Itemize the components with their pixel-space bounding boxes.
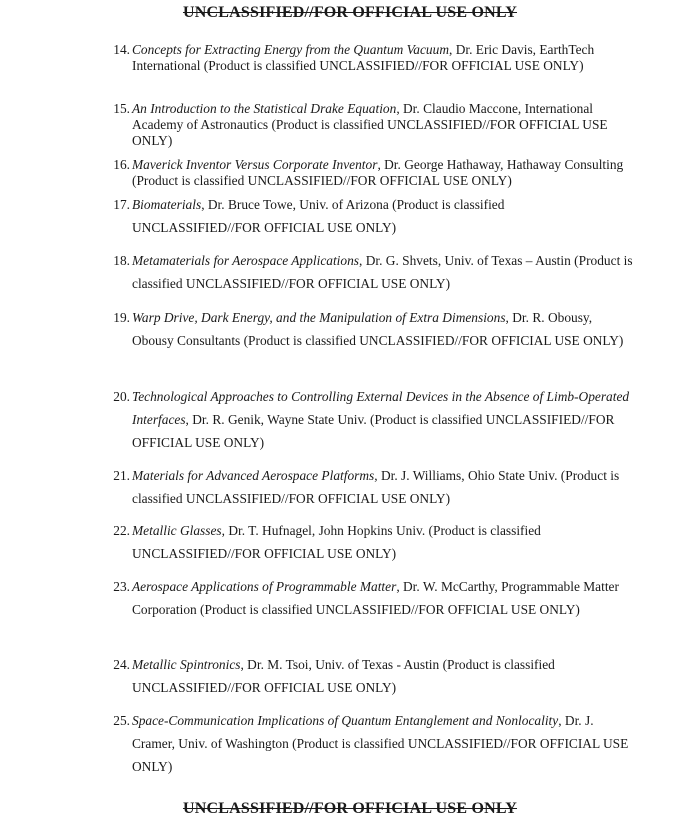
item-title: Biomaterials [132,197,202,212]
item-number: 17. [113,197,130,212]
item-title: Metamaterials for Aerospace Applications [132,253,359,268]
item-title: Maverick Inventor Versus Corporate Inventor [132,157,378,172]
item-details: , Dr. W. McCarthy, Programmable Matter Corporation (Product is classified UNCLASSIFIED//FOR OFFICIAL USE ONLY) [132,579,619,617]
item-details: , Dr. R. Genik, Wayne State Univ. (Product is classified UNCLASSIFIED//FOR OFFICIAL USE ONLY) [132,412,615,450]
item-title: Metallic Glasses [132,523,222,538]
item-number: 25. [113,713,130,728]
item-details: , Dr. G. Shvets, Univ. of Texas – Austin (Product is classified UNCLASSIFIED//FOR OFFICIAL USE ONLY) [132,253,633,291]
classification-banner-top: UNCLASSIFIED//FOR OFFICIAL USE ONLY [182,4,518,21]
item-number: 22. [113,523,130,538]
item-title: Metallic Spintronics [132,657,241,672]
list-item [104,709,634,778]
list-item [104,42,634,74]
item-number: 15. [113,101,130,116]
item-number: 19. [113,310,130,325]
item-details: , Dr. M. Tsoi, Univ. of Texas - Austin (Product is classified UNCLASSIFIED//FOR OFFICIAL USE ONLY) [132,657,555,695]
item-number: 18. [113,253,130,268]
list-item [104,101,634,149]
item-number: 23. [113,579,130,594]
item-details: , Dr. J. Cramer, Univ. of Washington (Product is classified UNCLASSIFIED//FOR OFFICIAL USE ONLY) [132,713,629,774]
item-title: Aerospace Applications of Programmable Matter [132,579,397,594]
list-item [104,519,634,565]
item-title: Space-Communication Implications of Quantum Entanglement and Nonlocality [132,713,559,728]
item-details: , Dr. George Hathaway, Hathaway Consulting (Product is classified UNCLASSIFIED//FOR OFFICIAL USE ONLY) [132,157,624,189]
list-item [104,464,634,510]
item-details: , Dr. R. Obousy, Obousy Consultants (Product is classified UNCLASSIFIED//FOR OFFICIAL USE ONLY) [132,310,624,348]
list-item [104,157,634,189]
list-item [104,385,634,454]
list-item [104,193,634,239]
item-details: , Dr. Claudio Maccone, International Academy of Astronautics (Product is classified UNCLASSIFIED//FOR OFFICIAL USE ONLY) [132,101,608,149]
list-item [104,653,634,699]
classification-banner-bottom: UNCLASSIFIED//FOR OFFICIAL USE ONLY [182,800,518,817]
item-title: Concepts for Extracting Energy from the Quantum Vacuum [132,42,449,57]
item-title: Warp Drive, Dark Energy, and the Manipulation of Extra Dimensions [132,310,506,325]
item-details: , Dr. Eric Davis, EarthTech International (Product is classified UNCLASSIFIED//FOR OFFICIAL USE ONLY) [132,42,595,74]
item-number: 20. [113,389,130,404]
item-number: 24. [113,657,130,672]
list-item [104,575,634,621]
item-details: , Dr. Bruce Towe, Univ. of Arizona (Product is classified UNCLASSIFIED//FOR OFFICIAL USE ONLY) [132,197,505,235]
list-item [104,306,634,352]
item-title: Technological Approaches to Controlling External Devices in the Absence of Limb-Operated Interfaces [132,389,630,427]
item-number: 16. [113,157,130,172]
item-title: Materials for Advanced Aerospace Platforms [132,468,375,483]
item-details: , Dr. T. Hufnagel, John Hopkins Univ. (Product is classified UNCLASSIFIED//FOR OFFICIAL USE ONLY) [132,523,541,561]
item-details: , Dr. J. Williams, Ohio State Univ. (Product is classified UNCLASSIFIED//FOR OFFICIAL USE ONLY) [132,468,620,506]
item-title: An Introduction to the Statistical Drake Equation [132,101,397,116]
item-number: 21. [113,468,130,483]
item-number: 14. [113,42,130,57]
list-item [104,249,634,295]
